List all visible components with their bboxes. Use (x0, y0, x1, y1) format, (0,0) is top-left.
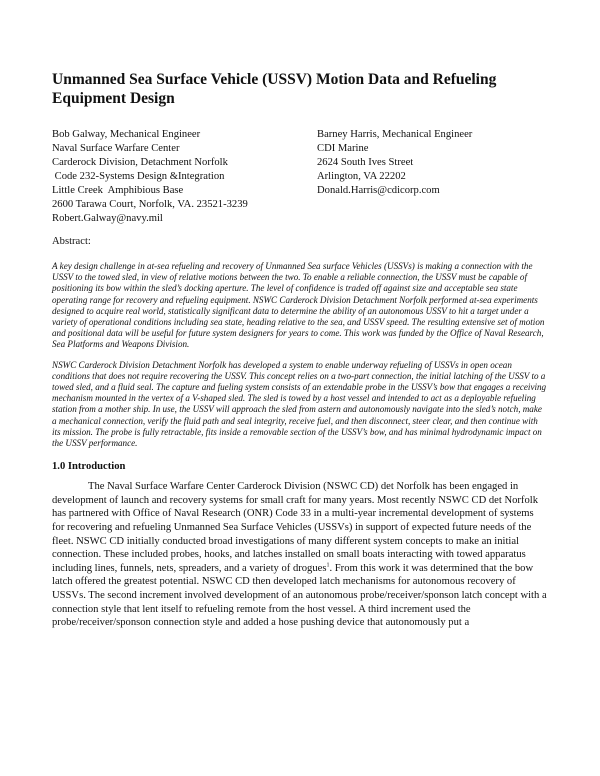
abstract-paragraph: NSWC Carderock Division Detachment Norfolk has developed a system to enable underway refueling of USSVs in open ocean conditions that does not require recovering the USSV. This concept relies on a two-part connection, the initial latching of the USSV to a towed sled, and a fluid seal. The capture and fueling system consists of an extendable probe in the USSV’s bow that engages a receiving mechanism mounted in the vertex of a V-shaped sled. The sled is towed by a host vessel and intended to act as a deployable refueling station from a mother ship. In use, the USSV will approach the sled from astern and autonomously navigate into the sled’s notch, make a mechanical connection, verify the fluid path and seal integrity, receive fuel, and then disconnect, steer clear, and then continue with its mission. The probe is fully retractable, fits inside a removable section of the USSV’s bow, and has minimal hydrodynamic impact on the USSV performance. (52, 359, 547, 449)
author-right-line: Arlington, VA 22202 (317, 171, 406, 182)
author-right-email: Donald.Harris@cdicorp.com (317, 185, 440, 196)
section-heading: 1.0 Introduction (52, 461, 126, 473)
author-left-line: Little Creek Amphibious Base (52, 185, 184, 196)
author-left-column (52, 128, 317, 226)
intro-text: . From this work it was determined that the bow latch offered the greatest potential. NSWC CD then developed latch mechanisms for autonomous recovery of USSVs. The second increment involved development of an autonomous probe/receiver/sponson latch concept with a connection style that lent itself to refueling remote from the host vessel. A third increment used the probe/receiver/sponson connection style and added a hose pushing device that autonomously put a (52, 562, 547, 629)
author-left-line: Code 232-Systems Design &Integration (52, 171, 225, 182)
author-block (52, 128, 548, 226)
author-left-line: Bob Galway, Mechanical Engineer (52, 129, 201, 140)
author-right-line: CDI Marine (317, 143, 369, 154)
author-left-line: Carderock Division, Detachment Norfolk (52, 157, 228, 168)
author-left-email: Robert.Galway@navy.mil (52, 213, 163, 224)
author-left-line: Naval Surface Warfare Center (52, 143, 180, 154)
paper-title: Unmanned Sea Surface Vehicle (USSV) Motion Data and Refueling Equipment Design (52, 71, 497, 107)
footnote-ref[interactable]: 1 (326, 562, 330, 569)
abstract-label: Abstract: (52, 236, 91, 247)
intro-text: The Naval Surface Warfare Center Carderock Division (NSWC CD) det Norfolk has been engaged in development of launch and recovery systems for small craft for many years. Most recently NSWC CD det Norfolk has partnered with Office of Naval Research (ONR) Code 33 in a multi-year incremental development of systems for recovering and refueling Unmanned Sea Surface Vehicles (USSVs) in support of expected future needs of the fleet. NSWC CD initially conducted broad investigations of many different system concepts to make an initial connection. These included probes, hooks, and latches installed on small boats interacting with towed apparatus including lines, funnels, nets, spreaders, and a variety of drogues (52, 481, 538, 574)
author-right-line: 2624 South Ives Street (317, 157, 414, 168)
author-left-line: 2600 Tarawa Court, Norfolk, VA. 23521-3239 (52, 199, 248, 210)
author-right-column (317, 128, 472, 226)
abstract-paragraph: A key design challenge in at-sea refueling and recovery of Unmanned Sea surface Vehicles (USSVs) is making a connection with the USSV to the towed sled, in view of relative motions between the two. To enable a reliable connection, the USSV must be capable of positioning its bow within the sled’s docking aperture. The level of confidence is traded off against size and acceptable sea state operating range for recovery and refueling equipment. NSWC Carderock Division Detachment Norfolk performed at-sea experiments designed to acquire real world, statistically significant data to determine the ability of an autonomous USSV to hit a target under a variety of operational conditions including sea state, heading relative to the sea, and USSV speed. The resulting extensive set of motion and positional data will be useful for future system designers for years to come. This work was funded by the Office of Naval Research, Sea Platforms and Weapons Division. (52, 261, 545, 350)
introduction-paragraph (52, 480, 548, 630)
author-right-line: Barney Harris, Mechanical Engineer (317, 129, 473, 140)
